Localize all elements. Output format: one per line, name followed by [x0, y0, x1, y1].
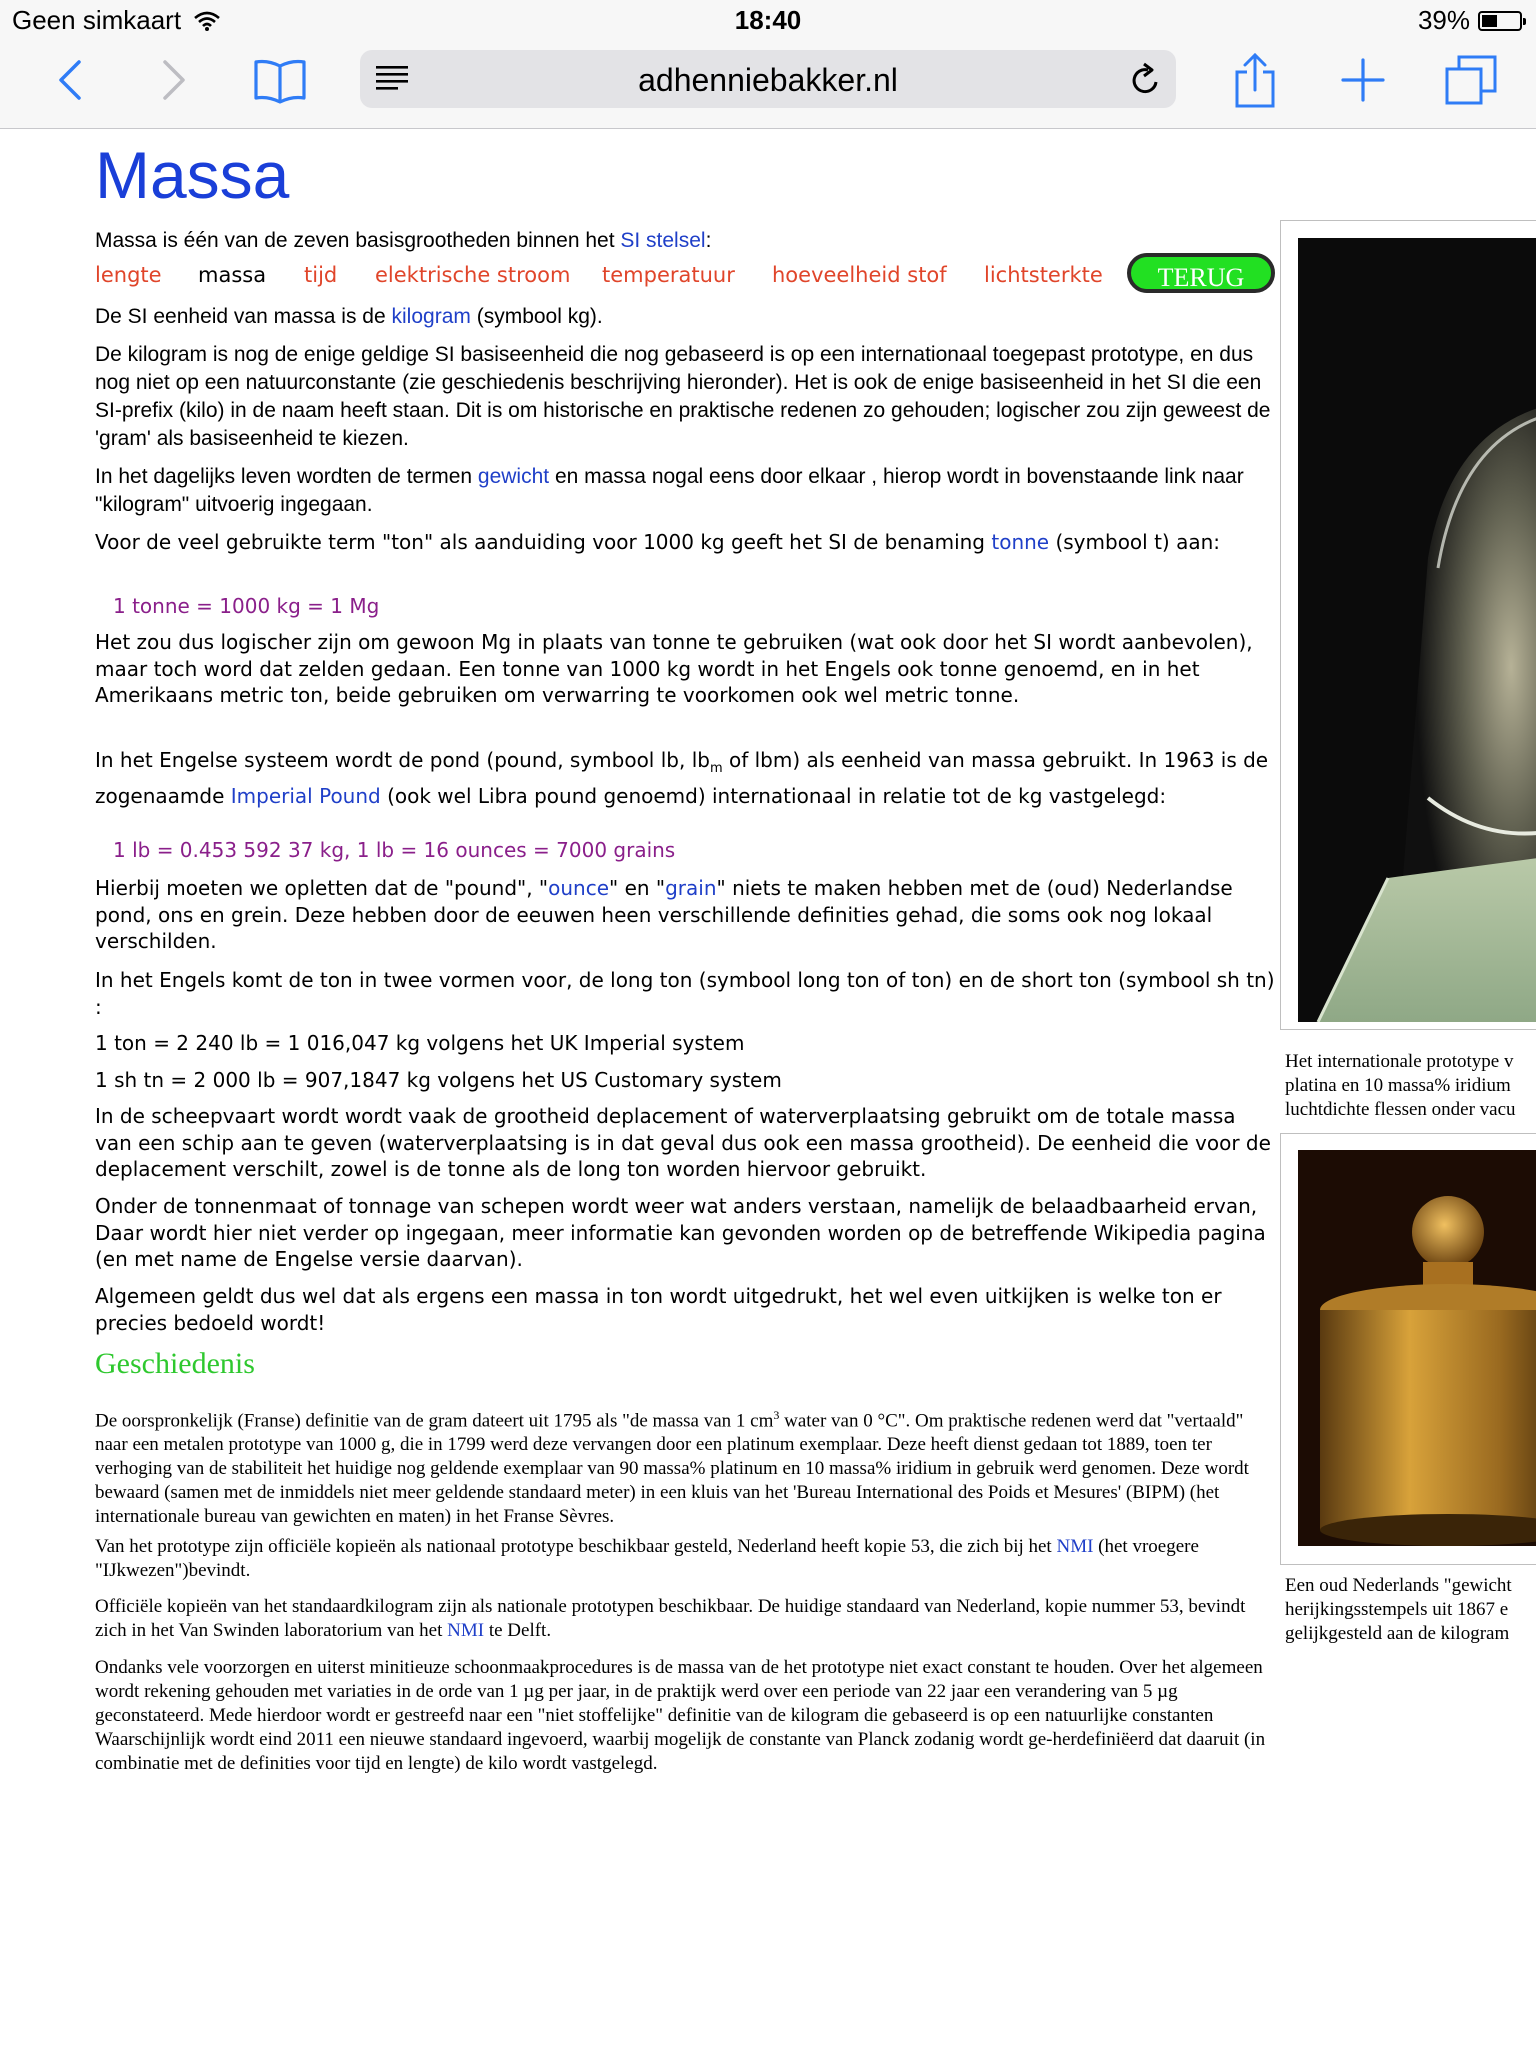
long-short-paragraph: In het Engels komt de ton in twee vormen voor, de long ton (symbool long ton of ton) en de short ton (symbool sh tn) :: [95, 968, 1275, 1019]
nmi-link-1[interactable]: NMI: [1056, 1536, 1094, 1557]
tabs-button[interactable]: [1444, 50, 1498, 110]
nav-temperatuur[interactable]: temperatuur: [602, 263, 735, 287]
tonne-formula: 1 tonne = 1000 kg = 1 Mg: [113, 594, 380, 618]
share-button[interactable]: [1230, 50, 1280, 110]
back-chevron-icon: [57, 58, 83, 102]
oud-pond-text: Hierbij moeten we opletten dat de "pound", ": [95, 876, 549, 900]
history-text-1b: water van 0 °C". Om praktische redenen werd dat "vertaald" naar een metalen prototype van 1000 g, die in 1799 werd deze vervangen door een platinum exemplaar. Deze heeft dienst gedaan tot 1889, toen ter verhoging van de stabiliteit het huidige nog geldende exemplaar van 90 massa% platinum en 10 massa% iridium in gebruik werd genomen. Deze wordt bewaard (samen met de inmiddels niet meer geldende standaard meter) in een kluis van het 'Bureau International des Poids et Mesures' (BIPM) (het internationale bureau van gewichten en maten) in het Franse Sèvres.: [95, 1410, 1249, 1528]
gewicht-link[interactable]: gewicht: [477, 465, 550, 488]
nav-massa: massa: [198, 263, 267, 287]
history-heading: Geschiedenis: [95, 1347, 255, 1380]
history-paragraph-4: Ondanks vele voorzorgen en uiterst minitieuze schoonmaakprocedures is de massa van de het prototype niet exact constant te houden. Over het algemeen wordt rekening gehouden met variaties in de orde van 1 µg per jaar, in de praktijk werd over een periode van 22 jaar een verandering van 5 µg geconstateerd. Mede hierdoor wordt er gestreefd naar een "niet stoffelijke" definitie van de kilogram die gebaseerd is op een natuurlijke constanten Waarschijnlijk wordt eind 2011 een nieuwe standaard ingevoerd, waarbij mogelijk de constante van Planck zodanig wordt ge-herdefiniëerd dat daaruit (in combinatie met de definities voor tijd en lengte) de kilo wordt vastgelegd.: [95, 1657, 1266, 1774]
history-text-3a: Officiële kopieën van het standaardkilogram zijn als nationale prototypen beschikbaar. De huidige standaard van Nederland, kopie nummer 53, bevindt zich in het Van Swinden laboratorium van het: [95, 1596, 1246, 1641]
tonnage-paragraph: Onder de tonnenmaat of tonnage van schepen wordt weer wat anders verstaan, namelijk de belaadbaarheid ervan, Daar wordt hier niet verder op ingegaan, meer informatie kan gevonden worden op de betreffende Wikipedia pagina (en met name de Engelse versie daarvan).: [95, 1194, 1266, 1271]
imperial-pound-link[interactable]: Imperial Pound: [230, 783, 381, 808]
history-paragraph-1: [95, 1403, 1275, 1529]
si-unit-suffix: (symbool kg).: [470, 305, 603, 328]
weight-photo: [1298, 1150, 1536, 1546]
tonne-link[interactable]: tonne: [991, 530, 1050, 554]
prototype-photo: [1298, 238, 1536, 1022]
grain-link[interactable]: grain: [665, 876, 717, 900]
new-tab-button[interactable]: [1338, 50, 1388, 110]
oud-pond-text-b: " en ": [609, 876, 666, 900]
address-bar[interactable]: [360, 50, 1176, 108]
si-stelsel-link[interactable]: SI stelsel: [620, 229, 706, 252]
pound-sub: m: [709, 761, 723, 776]
intro-colon: :: [705, 229, 712, 252]
long-ton-line: 1 ton = 2 240 lb = 1 016,047 kg volgens het UK Imperial system: [95, 1031, 745, 1055]
pound-text-c: (ook wel Libra pound genoemd) internationaal in relatie tot de kg vastgelegd:: [380, 783, 1167, 808]
nav-stroom[interactable]: elektrische stroom: [375, 263, 571, 287]
url-text: adhenniebakker.nl: [638, 62, 898, 98]
bookmarks-icon: [252, 56, 308, 104]
nav-tijd[interactable]: tijd: [304, 263, 338, 287]
forward-button[interactable]: [152, 50, 196, 110]
article: [95, 135, 1275, 1774]
tabs-icon: [1445, 55, 1497, 105]
gewicht-suffix: en massa nogal eens door elkaar , hierop wordt in bovenstaande link naar "kilogram" uitvoerig ingegaan.: [95, 465, 1244, 516]
brass-weight-image: [1298, 1150, 1536, 1546]
carrier-label: Geen simkaart: [12, 5, 182, 35]
bell-jar-image: [1298, 238, 1536, 1022]
si-unit-text: De SI eenheid van massa is de: [95, 305, 392, 328]
history-paragraph-2: [95, 1535, 1275, 1583]
kilogram-link[interactable]: kilogram: [391, 305, 471, 328]
reload-icon[interactable]: [1130, 62, 1162, 96]
weight-caption-2: herijkingsstempels uit 1867 e: [1285, 1599, 1509, 1620]
pound-text-b: of lbm) als eenheid van massa gebruikt. In 1963 is de zogenaamde: [95, 748, 1269, 808]
page-title: Massa: [95, 138, 290, 212]
history-paragraph-3: [95, 1595, 1275, 1643]
gewicht-paragraph: [95, 463, 1275, 519]
ounce-link[interactable]: ounce: [548, 876, 610, 900]
pound-paragraph: [95, 747, 1275, 809]
cubic-sup: 3: [773, 1408, 780, 1422]
ton-paragraph: [95, 529, 1275, 556]
back-button[interactable]: [48, 50, 92, 110]
nmi-link-2[interactable]: NMI: [447, 1620, 485, 1641]
intro-text: Massa is één van de zeven basisgrootheden binnen het: [95, 229, 621, 252]
weight-caption-3: gelijkgesteld aan de kilogram: [1285, 1623, 1510, 1644]
battery-icon: [1478, 11, 1522, 31]
prototype-caption-3: luchtdichte flessen onder vacu: [1285, 1099, 1516, 1120]
intro-paragraph: [95, 227, 1275, 255]
mg-paragraph: Het zou dus logischer zijn om gewoon Mg in plaats van tonne te gebruiken (wat ook door het SI wordt aanbevolen), maar toch word dat zelden gedaan. Een tonne van 1000 kg wordt in het Engels ook tonne genoemd, en in het Amerikaans metric ton, beide gebruiken om verwarring te voorkomen ook wel metric tonne.: [95, 630, 1253, 707]
history-text-1a: De oorspronkelijk (Franse) definitie van de gram dateert uit 1795 als "de massa van 1 cm: [95, 1410, 774, 1432]
nav-lichtsterkte[interactable]: lichtsterkte: [984, 263, 1103, 287]
status-right: [1418, 5, 1522, 36]
oud-pond-paragraph: [95, 875, 1275, 955]
battery-percent: 39%: [1417, 5, 1470, 35]
history-text-3b: te Delft.: [484, 1620, 552, 1641]
short-ton-line: 1 sh tn = 2 000 lb = 907,1847 kg volgens het US Customary system: [95, 1068, 782, 1092]
status-time: 18:40: [734, 5, 802, 35]
ton-text: Voor de veel gebruikte term "ton" als aanduiding voor 1000 kg geeft het SI de benaming: [95, 530, 992, 554]
prototype-caption-2: platina en 10 massa% iridium: [1285, 1075, 1511, 1096]
nav-lengte[interactable]: lengte: [95, 263, 162, 287]
share-icon: [1233, 52, 1277, 108]
forward-chevron-icon: [161, 58, 187, 102]
pound-text: In het Engelse systeem wordt de pond (pound, symbool lb, lb: [95, 748, 710, 772]
browser-toolbar: [0, 40, 1536, 129]
ton-suffix: (symbool t) aan:: [1049, 530, 1221, 554]
oud-pond-text-c: " niets te maken hebben met de (oud) Nederlandse pond, ons en grein. Deze hebben door de eeuwen heen verschillende definities gehad, die soms ook nog lokaal verschilden.: [95, 876, 1233, 953]
gewicht-text: In het dagelijks leven wordten de termen: [95, 465, 478, 488]
history-text-2a: Van het prototype zijn officiële kopieën als nationaal prototype beschikbaar gesteld, Nederland heeft kopie 53, die zich bij het: [95, 1536, 1057, 1557]
status-bar: [0, 0, 1536, 40]
kilogram-paragraph: De kilogram is nog de enige geldige SI basiseenheid die nog gebaseerd is op een internationaal toegepast prototype, en dus nog niet op een natuurconstante (zie geschiedenis beschrijving hieronder). Het is ook de enige basiseenheid in het SI die een SI-prefix (kilo) in de naam heeft staan. Dit is om historische en praktische redenen zo gehouden; logischer zou zijn geweest de 'gram' als basiseenheid te kiezen.: [95, 343, 1271, 450]
si-unit-paragraph: [95, 303, 1275, 331]
scheepvaart-paragraph: In de scheepvaart wordt wordt vaak de grootheid deplacement of waterverplaatsing gebruikt om de totale massa van een schip aan te geven (waterverplaatsing is in dat geval dus ook een massa grootheid). De eenheid die voor de deplacement verschilt, zowel is de tonne als de long ton worden hiervoor gebruikt.: [95, 1104, 1271, 1181]
new-tab-icon: [1341, 58, 1385, 102]
history-text-2b: (het vroegere "IJkwezen")bevindt.: [95, 1536, 1199, 1581]
weight-caption-1: Een oud Nederlands "gewicht: [1285, 1575, 1512, 1596]
conclusie-paragraph: Algemeen geldt dus wel dat als ergens een massa in ton wordt uitgedrukt, het wel even uitkijken is welke ton er precies bedoeld wordt!: [95, 1284, 1222, 1335]
pound-formula: 1 lb = 0.453 592 37 kg, 1 lb = 16 ounces = 7000 grains: [113, 838, 676, 862]
bookmarks-button[interactable]: [250, 50, 310, 110]
nav-hoeveelheid[interactable]: hoeveelheid stof: [772, 263, 947, 287]
terug-button[interactable]: TERUG: [1127, 253, 1275, 293]
prototype-caption-1: Het internationale prototype v: [1285, 1051, 1514, 1072]
